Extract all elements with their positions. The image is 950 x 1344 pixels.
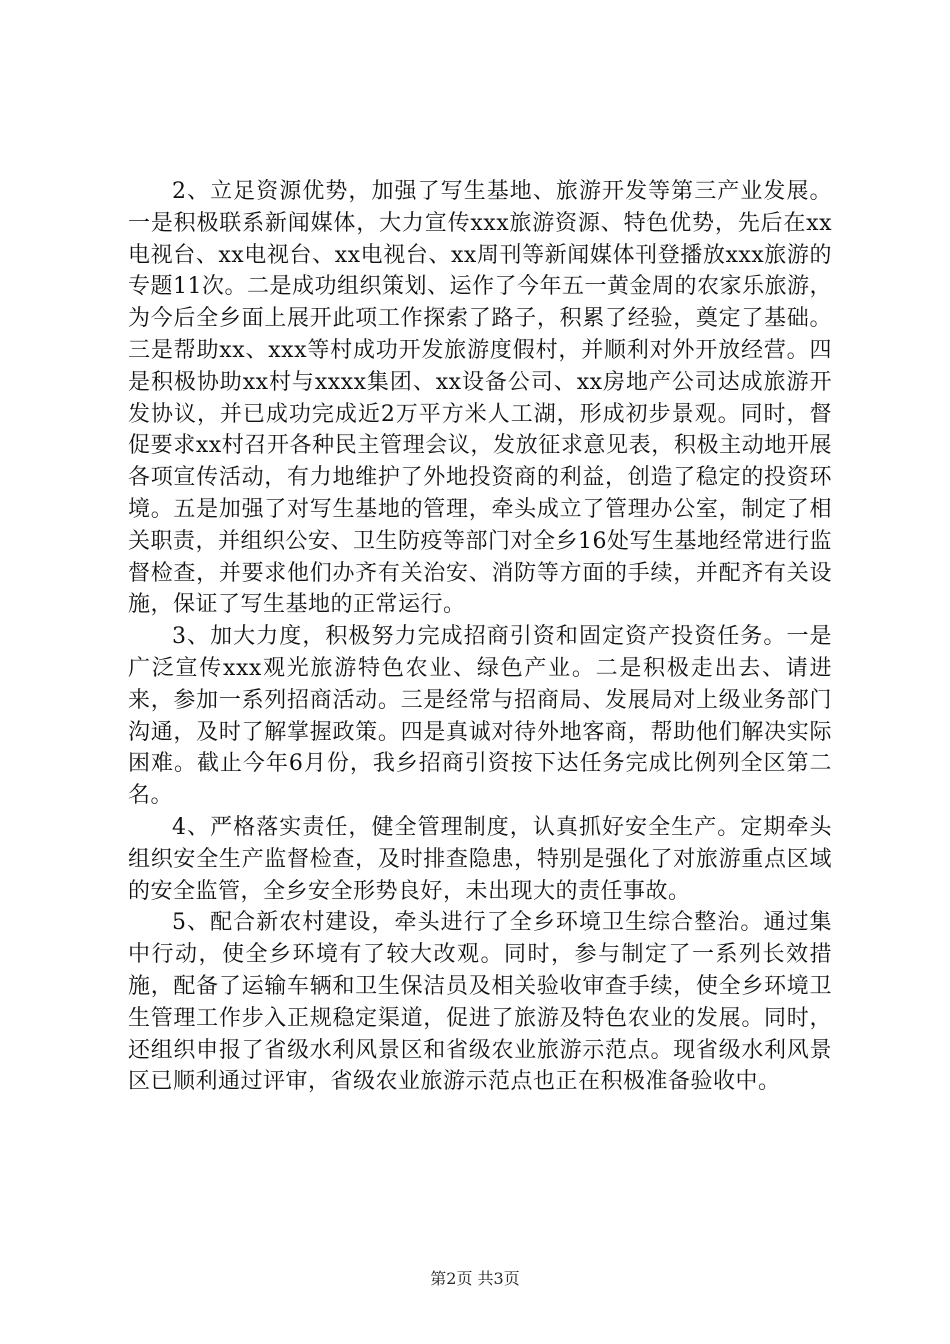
paragraph-section-5: 5、配合新农村建设，牵头进行了全乡环境卫生综合整治。通过集中行动，使全乡环境有了较大改观。同时，参与制定了一系列长效措施，配备了运输车辆和卫生保洁员及相关验收审查手续，使全乡环境卫生管理工作步入正规稳定渠道，促进了旅游及特色农业的发展。同时，还组织申报了省级水利风景区和省级农业旅游示范点。现省级水利风景区已顺利通过评审，省级农业旅游示范点也正在积极准备验收中。 — [128, 910, 832, 1095]
page-number-footer: 第2页 共3页 — [430, 1269, 520, 1288]
paragraph-section-3: 3、加大力度，积极努力完成招商引资和固定资产投资任务。一是广泛宣传xxx观光旅游特色农业、绿色产业。二是积极走出去、请进来，参加一系列招商活动。三是经常与招商局、发展局对上级业务部门沟通，及时了解掌握政策。四是真诚对待外地客商，帮助他们解决实际困难。截止今年6月份，我乡招商引资按下达任务完成比例列全区第二名。 — [128, 624, 832, 809]
document-body — [128, 176, 832, 1098]
paragraph-section-4: 4、严格落实责任，健全管理制度，认真抓好安全生产。定期牵头组织安全生产监督检查，及时排查隐患，特别是强化了对旅游重点区域的安全监管，全乡安全形势良好，未出现大的责任事故。 — [128, 814, 832, 904]
paragraph-section-2: 2、立足资源优势，加强了写生基地、旅游开发等第三产业发展。一是积极联系新闻媒体，大力宣传xxx旅游资源、特色优势，先后在xx电视台、xx电视台、xx电视台、xx周刊等新闻媒体刊登播放xxx旅游的专题11次。二是成功组织策划、运作了今年五一黄金周的农家乐旅游，为今后全乡面上展开此项工作探索了路子，积累了经验，奠定了基础。三是帮助xx、xxx等村成功开发旅游度假村，并顺利对外开放经营。四是积极协助xx村与xxxx集团、xx设备公司、xx房地产公司达成旅游开发协议，并已成功完成近2万平方米人工湖，形成初步景观。同时，督促要求xx村召开各种民主管理会议，发放征求意见表，积极主动地开展各项宣传活动，有力地维护了外地投资商的利益，创造了稳定的投资环境。五是加强了对写生基地的管理，牵头成立了管理办公室，制定了相关职责，并组织公安、卫生防疫等部门对全乡16处写生基地经常进行监督检查，并要求他们办齐有关治安、消防等方面的手续，并配齐有关设施，保证了写生基地的正常运行。 — [128, 179, 832, 618]
